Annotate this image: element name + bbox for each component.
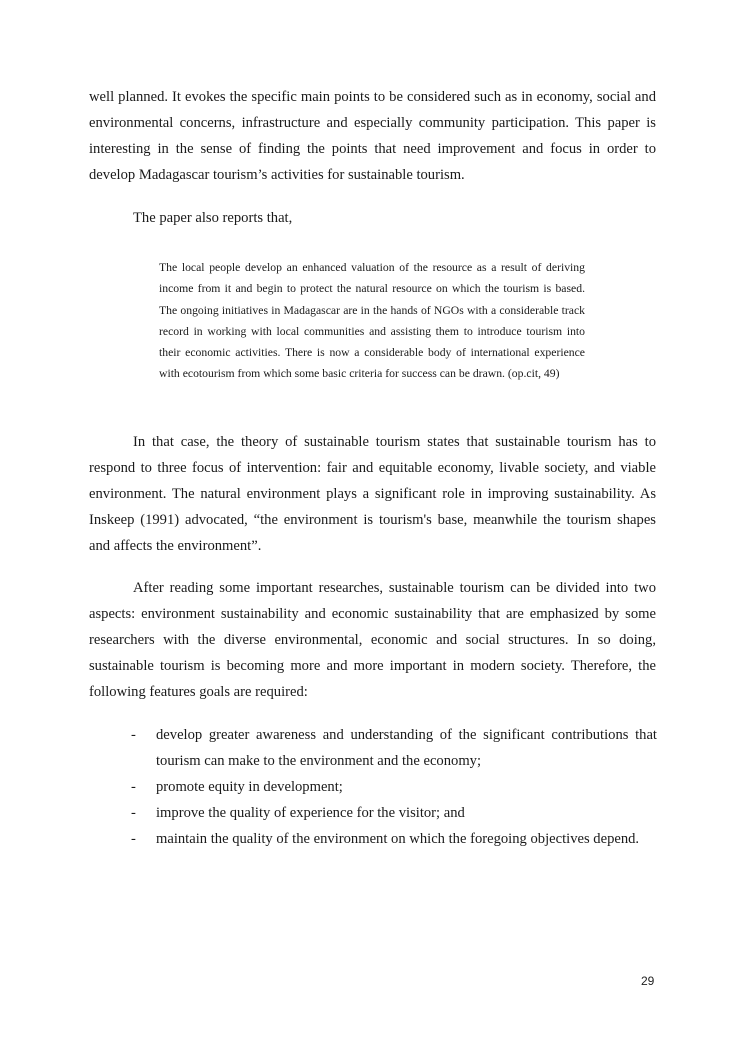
list-bullet-marker: -	[131, 831, 136, 847]
list-item-text: develop greater awareness and understanding of the significant contributions that tourism can make to the environment and the economy;	[156, 727, 657, 769]
list-bullet-marker: -	[131, 727, 136, 743]
page-number: 29	[641, 974, 655, 988]
paragraph-theory: In that case, the theory of sustainable tourism states that sustainable tourism has to respond to three focus of intervention: fair and equitable economy, livable society, and viable environment. The natural environment plays a significant role in improving sustainability. As Inskeep (1991) advocated, “the environment is tourism's base, meanwhile the tourism shapes and affects the environment”.	[89, 434, 656, 554]
list-bullet-marker: -	[131, 805, 136, 821]
list-item	[131, 800, 657, 826]
block-quote: The local people develop an enhanced valuation of the resource as a result of deriving income from it and begin to protect the natural resource on which the tourism is based. The ongoing initiatives in Madagascar are in the hands of NGOs with a considerable track record in working with local communities and assisting them to introduce tourism into their economic activities. There is now a considerable body of international experience with ecotourism from which some basic criteria for success can be drawn. (op.cit, 49)	[159, 261, 585, 381]
list-item-text: promote equity in development;	[156, 779, 343, 795]
list-item-text: improve the quality of experience for the visitor; and	[156, 805, 465, 821]
goals-list	[131, 722, 657, 852]
list-item	[131, 826, 657, 852]
list-bullet-marker: -	[131, 779, 136, 795]
list-item-text: maintain the quality of the environment on which the foregoing objectives depend.	[156, 831, 640, 847]
paragraph-intro: well planned. It evokes the specific main points to be considered such as in economy, social and environmental concerns, infrastructure and especially community participation. This paper is interesting in the sense of finding the points that need improvement and focus in order to develop Madagascar tourism’s activities for sustainable tourism.	[89, 89, 656, 183]
paragraph-aspects: After reading some important researches, sustainable tourism can be divided into two aspects: environment sustainability and economic sustainability that are emphasized by some researchers with the diverse environmental, economic and social structures. In so doing, sustainable tourism is becoming more and more important in modern society. Therefore, the following features goals are required:	[89, 580, 656, 700]
list-item	[131, 774, 657, 800]
list-item	[131, 722, 657, 774]
paragraph-lead-in: The paper also reports that,	[133, 210, 293, 226]
